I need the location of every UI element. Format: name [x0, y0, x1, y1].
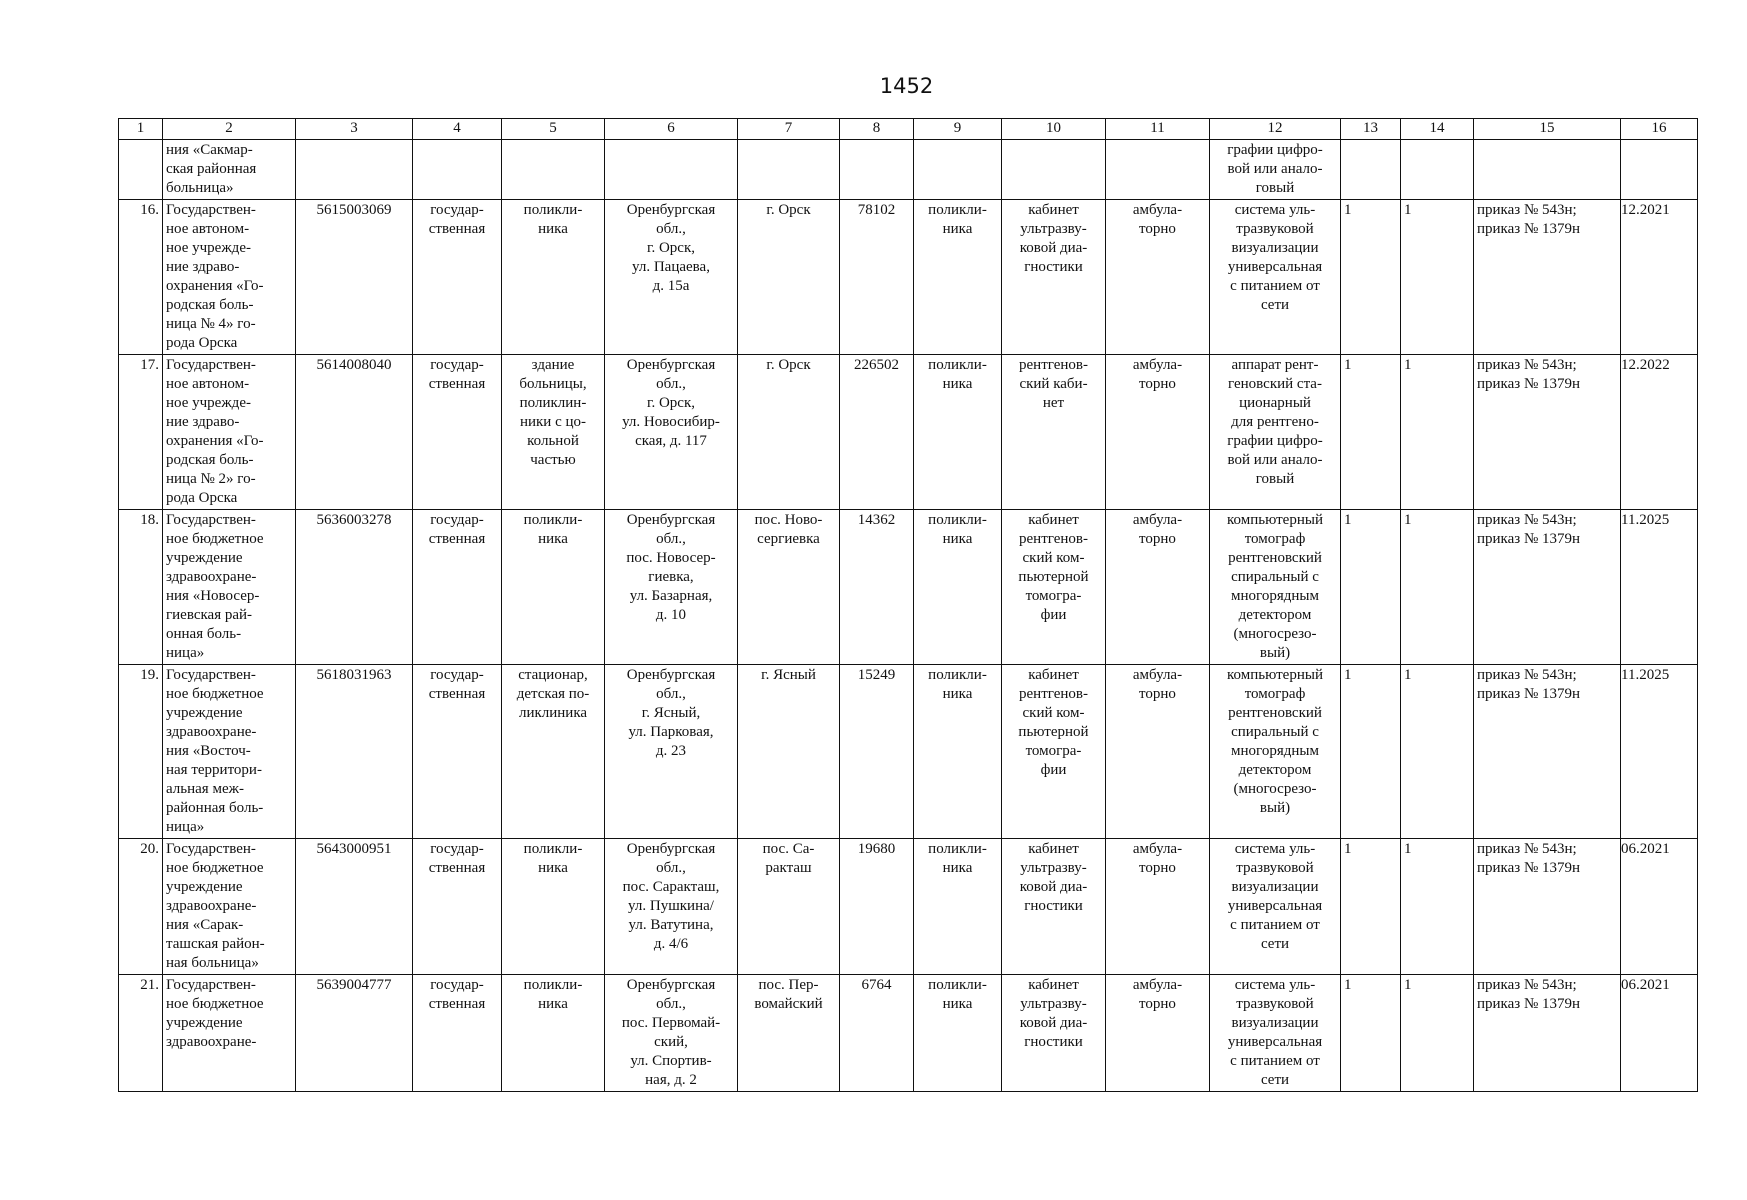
basis-cell: приказ № 543н; приказ № 1379н [1474, 665, 1621, 839]
equipment-cell: компьютерный томограф рентгеновский спиральный с многорядным детектором (многосрезо- вый) [1210, 510, 1341, 665]
table-row [119, 665, 1698, 839]
table-row [119, 839, 1698, 975]
column-number: 12 [1210, 119, 1341, 140]
unit-cell: поликли- ника [914, 839, 1002, 975]
org-name-cell: Государствен- ное бюджетное учреждение здравоохране- ния «Восточ- ная территори- альная меж- районная боль- ница» [163, 665, 296, 839]
room-cell: кабинет рентгенов- ский ком- пьютерной томогра- фии [1002, 510, 1106, 665]
column-number: 7 [738, 119, 840, 140]
column-number: 3 [296, 119, 413, 140]
row-number: 16. [119, 200, 163, 355]
building-cell: поликли- ника [502, 510, 605, 665]
building-cell: здание больницы, поликлин- ники с цо- кольной частью [502, 355, 605, 510]
table-row [119, 355, 1698, 510]
date-cell: 12.2022 [1621, 355, 1698, 510]
quantity-cell: 1 [1341, 510, 1401, 665]
ownership-cell: государ- ственная [413, 665, 502, 839]
inn-cell: 5636003278 [296, 510, 413, 665]
basis-cell: приказ № 543н; приказ № 1379н [1474, 975, 1621, 1092]
column-number: 6 [605, 119, 738, 140]
equipment-cell: система уль- тразвуковой визуализации универсальная с питанием от сети [1210, 839, 1341, 975]
locality-cell: г. Орск [738, 355, 840, 510]
basis-cell: приказ № 543н; приказ № 1379н [1474, 200, 1621, 355]
page-number: 1452 [879, 74, 934, 98]
care-form-cell: амбула- торно [1106, 839, 1210, 975]
care-form-cell: амбула- торно [1106, 355, 1210, 510]
population-cell: 19680 [840, 839, 914, 975]
building-cell: поликли- ника [502, 200, 605, 355]
table-row [119, 975, 1698, 1092]
care-form-cell: амбула- торно [1106, 510, 1210, 665]
quantity-cell: 1 [1401, 839, 1474, 975]
population-cell: 78102 [840, 200, 914, 355]
table-row [119, 510, 1698, 665]
unit-cell: поликли- ника [914, 975, 1002, 1092]
column-number: 10 [1002, 119, 1106, 140]
row-number: 21. [119, 975, 163, 1092]
quantity-cell: 1 [1401, 200, 1474, 355]
column-number: 8 [840, 119, 914, 140]
population-cell: 226502 [840, 355, 914, 510]
org-name-cell: Государствен- ное автоном- ное учрежде- ние здраво- охранения «Го- родская боль- ница № 2» го- рода Орска [163, 355, 296, 510]
address-cell: Оренбургская обл., пос. Саракташ, ул. Пушкина/ ул. Ватутина, д. 4/6 [605, 839, 738, 975]
column-number: 5 [502, 119, 605, 140]
equipment-cell: аппарат рент- геновский ста- ционарный для рентгено- графии цифро- вой или анало- говый [1210, 355, 1341, 510]
column-number: 15 [1474, 119, 1621, 140]
quantity-cell: 1 [1341, 355, 1401, 510]
row-number: 17. [119, 355, 163, 510]
quantity-cell: 1 [1341, 839, 1401, 975]
equipment-cell: компьютерный томограф рентгеновский спиральный с многорядным детектором (многосрезо- вый) [1210, 665, 1341, 839]
quantity-cell: 1 [1401, 510, 1474, 665]
equipment-cell: система уль- тразвуковой визуализации универсальная с питанием от сети [1210, 200, 1341, 355]
address-cell: Оренбургская обл., пос. Первомай- ский, ул. Спортив- ная, д. 2 [605, 975, 738, 1092]
table-row [119, 200, 1698, 355]
unit-cell: поликли- ника [914, 665, 1002, 839]
org-name-cell: Государствен- ное автоном- ное учрежде- ние здраво- охранения «Го- родская боль- ница № 4» го- рода Орска [163, 200, 296, 355]
ownership-cell: государ- ственная [413, 510, 502, 665]
ownership-cell: государ- ственная [413, 839, 502, 975]
column-number-row [119, 119, 1698, 140]
locality-cell: пос. Пер- вомайский [738, 975, 840, 1092]
quantity-cell: 1 [1341, 665, 1401, 839]
unit-cell: поликли- ника [914, 510, 1002, 665]
row-number: 20. [119, 839, 163, 975]
population-cell: 15249 [840, 665, 914, 839]
org-name-cell: Государствен- ное бюджетное учреждение здравоохране- [163, 975, 296, 1092]
inn-cell: 5639004777 [296, 975, 413, 1092]
address-cell: Оренбургская обл., г. Ясный, ул. Парковая, д. 23 [605, 665, 738, 839]
care-form-cell: амбула- торно [1106, 975, 1210, 1092]
locality-cell: пос. Са- ракташ [738, 839, 840, 975]
inn-cell: 5618031963 [296, 665, 413, 839]
date-cell: 11.2025 [1621, 665, 1698, 839]
building-cell: поликли- ника [502, 975, 605, 1092]
equipment-cell: система уль- тразвуковой визуализации универсальная с питанием от сети [1210, 975, 1341, 1092]
column-number: 9 [914, 119, 1002, 140]
date-cell: 06.2021 [1621, 975, 1698, 1092]
basis-cell: приказ № 543н; приказ № 1379н [1474, 510, 1621, 665]
row-number: 19. [119, 665, 163, 839]
inn-cell: 5614008040 [296, 355, 413, 510]
org-name-cell: Государствен- ное бюджетное учреждение здравоохране- ния «Сарак- ташская район- ная больница» [163, 839, 296, 975]
column-number: 2 [163, 119, 296, 140]
basis-cell: приказ № 543н; приказ № 1379н [1474, 839, 1621, 975]
column-number: 16 [1621, 119, 1698, 140]
column-number: 1 [119, 119, 163, 140]
building-cell: стационар, детская по- ликлиника [502, 665, 605, 839]
unit-cell: поликли- ника [914, 200, 1002, 355]
address-cell: Оренбургская обл., г. Орск, ул. Новосибир- ская, д. 117 [605, 355, 738, 510]
room-cell: кабинет рентгенов- ский ком- пьютерной томогра- фии [1002, 665, 1106, 839]
room-cell: кабинет ультразву- ковой диа- гностики [1002, 975, 1106, 1092]
column-number: 4 [413, 119, 502, 140]
locality-cell: г. Орск [738, 200, 840, 355]
population-cell: 6764 [840, 975, 914, 1092]
address-cell: Оренбургская обл., г. Орск, ул. Пацаева, д. 15а [605, 200, 738, 355]
org-name-cell: ния «Сакмар- ская районная больница» [163, 140, 296, 200]
ownership-cell: государ- ственная [413, 355, 502, 510]
date-cell: 06.2021 [1621, 839, 1698, 975]
room-cell: кабинет ультразву- ковой диа- гностики [1002, 839, 1106, 975]
equipment-cell: графии цифро- вой или анало- говый [1210, 140, 1341, 200]
org-name-cell: Государствен- ное бюджетное учреждение здравоохране- ния «Новосер- гиевская рай- онная боль- ница» [163, 510, 296, 665]
care-form-cell: амбула- торно [1106, 200, 1210, 355]
address-cell: Оренбургская обл., пос. Новосер- гиевка, ул. Базарная, д. 10 [605, 510, 738, 665]
inn-cell: 5615003069 [296, 200, 413, 355]
locality-cell: пос. Ново- сергиевка [738, 510, 840, 665]
column-number: 13 [1341, 119, 1401, 140]
unit-cell: поликли- ника [914, 355, 1002, 510]
ownership-cell: государ- ственная [413, 200, 502, 355]
locality-cell: г. Ясный [738, 665, 840, 839]
column-number: 11 [1106, 119, 1210, 140]
quantity-cell: 1 [1401, 665, 1474, 839]
quantity-cell: 1 [1341, 975, 1401, 1092]
ownership-cell: государ- ственная [413, 975, 502, 1092]
room-cell: кабинет ультразву- ковой диа- гностики [1002, 200, 1106, 355]
continuation-row [119, 140, 1698, 200]
basis-cell: приказ № 543н; приказ № 1379н [1474, 355, 1621, 510]
room-cell: рентгенов- ский каби- нет [1002, 355, 1106, 510]
inn-cell: 5643000951 [296, 839, 413, 975]
row-number: 18. [119, 510, 163, 665]
quantity-cell: 1 [1401, 355, 1474, 510]
population-cell: 14362 [840, 510, 914, 665]
quantity-cell: 1 [1341, 200, 1401, 355]
quantity-cell: 1 [1401, 975, 1474, 1092]
date-cell: 11.2025 [1621, 510, 1698, 665]
column-number: 14 [1401, 119, 1474, 140]
care-form-cell: амбула- торно [1106, 665, 1210, 839]
date-cell: 12.2021 [1621, 200, 1698, 355]
registry-table [118, 118, 1698, 1092]
building-cell: поликли- ника [502, 839, 605, 975]
